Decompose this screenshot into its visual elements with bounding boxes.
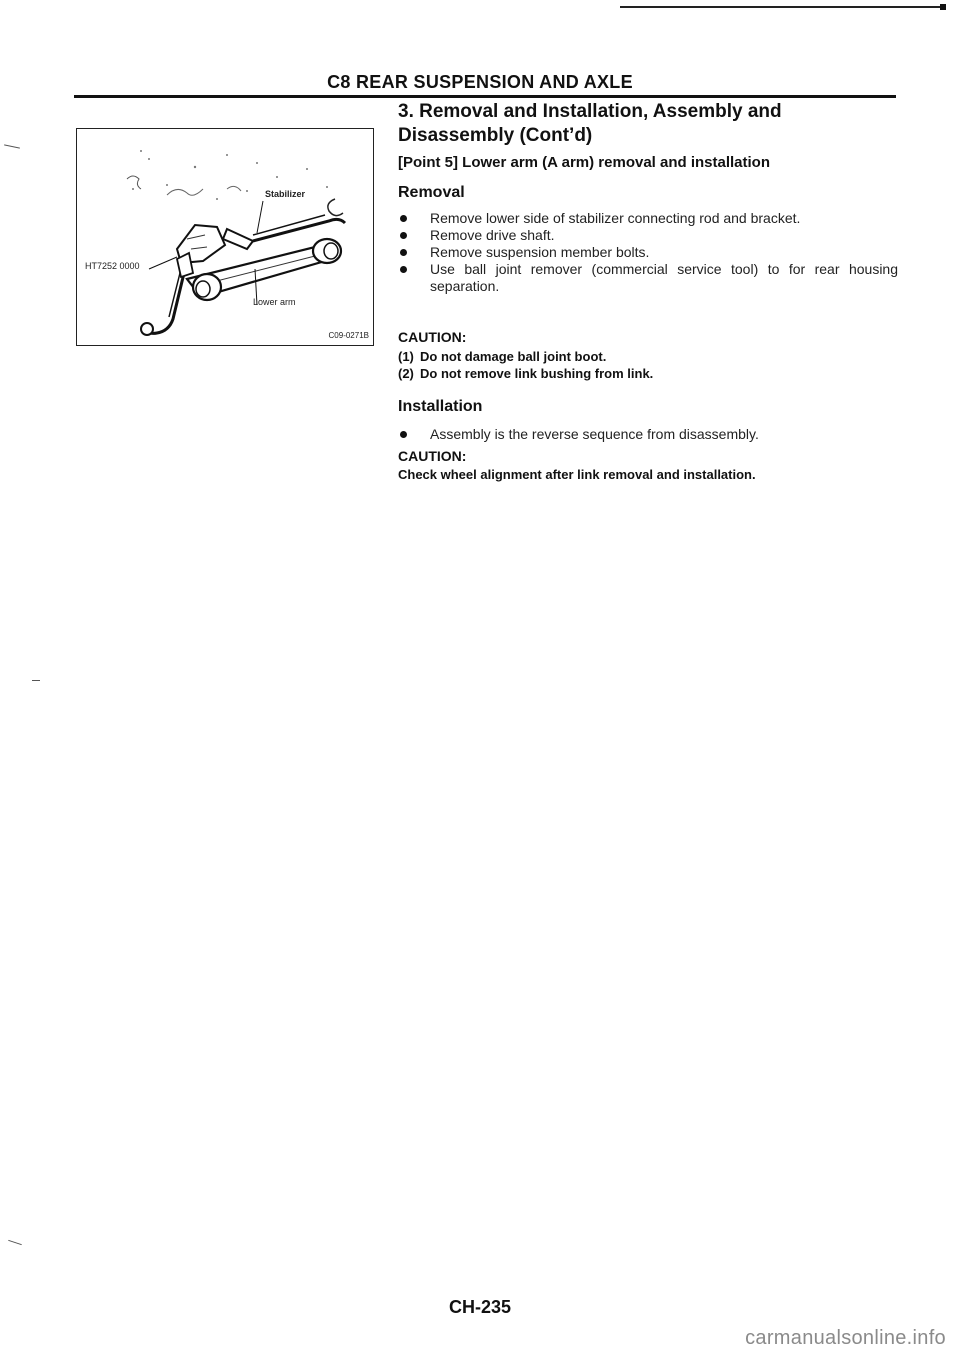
lower-arm-illustration xyxy=(76,128,374,346)
top-edge-line xyxy=(620,6,942,8)
page-number: CH-235 xyxy=(448,1297,512,1317)
list-item: Use ball joint remover (commercial service tool) to for rear housing separation. xyxy=(398,261,898,295)
list-item: Remove drive shaft. xyxy=(398,227,898,244)
heading-line-1: 3. Removal and Installation, Assembly and xyxy=(398,101,782,122)
caution-label: CAUTION: xyxy=(398,448,467,464)
bullet-icon xyxy=(400,232,407,239)
left-margin-mark xyxy=(32,680,40,681)
top-edge-mark xyxy=(940,4,946,10)
figure-code: C09-0271B xyxy=(328,331,369,340)
removal-title: Removal xyxy=(398,184,465,201)
bullet-icon xyxy=(400,215,407,222)
caution-item: (2) Do not remove link bushing from link. xyxy=(398,366,654,381)
tool-label: HT7252 0000 xyxy=(85,261,140,271)
installation-list xyxy=(398,426,898,443)
caution-item: (1) Do not damage ball joint boot. xyxy=(398,349,607,364)
suspension-drawing xyxy=(77,129,373,345)
bullet-icon xyxy=(400,249,407,256)
list-item: Remove suspension member bolts. xyxy=(398,244,898,261)
left-margin-mark xyxy=(4,144,20,148)
caution-text: Check wheel alignment after link removal and installation. xyxy=(398,467,756,482)
header-rule xyxy=(74,95,896,98)
bullet-icon xyxy=(400,266,407,273)
page-heading xyxy=(398,100,898,148)
stabilizer-label: Stabilizer xyxy=(265,189,306,199)
list-item: Remove lower side of stabilizer connecting rod and bracket. xyxy=(398,210,898,227)
caution-label: CAUTION: xyxy=(398,329,467,345)
section-title: C8 REAR SUSPENSION AND AXLE xyxy=(327,72,633,92)
list-item: Assembly is the reverse sequence from disassembly. xyxy=(398,426,898,443)
heading-line-2: Disassembly (Cont’d) xyxy=(398,125,593,146)
subheading: [Point 5] Lower arm (A arm) removal and installation xyxy=(398,154,771,171)
lower-arm-label: Lower arm xyxy=(253,297,296,307)
watermark: carmanualsonline.info xyxy=(745,1327,946,1349)
caution-list xyxy=(398,348,653,382)
removal-list xyxy=(398,210,898,295)
bullet-icon xyxy=(400,431,407,438)
installation-title: Installation xyxy=(398,398,483,415)
left-margin-mark xyxy=(8,1240,22,1245)
